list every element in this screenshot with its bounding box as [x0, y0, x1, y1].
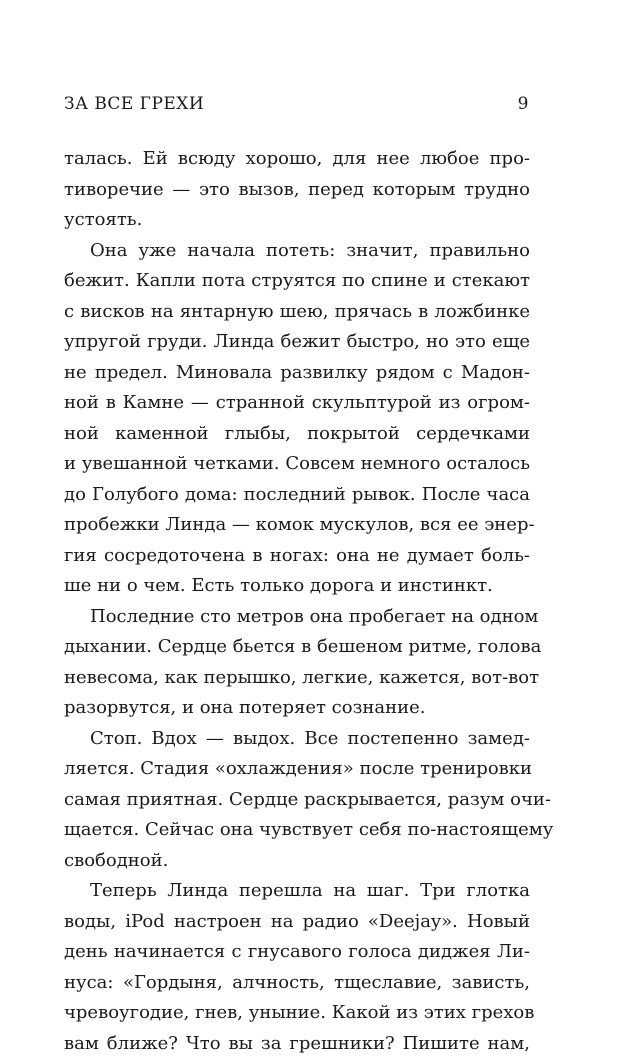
text-line: пробежки Линда — комок мускулов, вся ее энер- [64, 510, 530, 541]
paragraph [64, 236, 530, 602]
paragraph [64, 876, 530, 1059]
text-line: чревоугодие, гнев, уныние. Какой из этих грехов [64, 998, 530, 1029]
text-line: дыхании. Сердце бьется в бешеном ритме, голова [64, 632, 530, 663]
text-line: тиворечие — это вызов, перед которым трудно [64, 175, 530, 206]
text-line: свободной. [64, 846, 530, 877]
text-line: Стоп. Вдох — выдох. Все постепенно замед- [64, 724, 530, 755]
page-number: 9 [518, 92, 529, 116]
text-line: ной каменной глыбы, покрытой сердечками [64, 419, 530, 450]
text-line: талась. Ей всюду хорошо, для нее любое про- [64, 144, 530, 175]
paragraph-continuation [64, 144, 530, 236]
text-line: Последние сто метров она пробегает на одном [64, 602, 530, 633]
text-line: разорвутся, и она потеряет сознание. [64, 693, 530, 724]
text-line: самая приятная. Сердце раскрывается, разум очи- [64, 785, 530, 816]
text-line: не предел. Миновала развилку рядом с Мадон- [64, 358, 530, 389]
paragraph [64, 724, 530, 877]
text-line: нуса: «Гордыня, алчность, тщеславие, зависть, [64, 968, 530, 999]
text-line: вам ближе? Что вы за грешники? Пишите нам, [64, 1029, 530, 1059]
text-line: и увешанной четками. Совсем немного осталось [64, 449, 530, 480]
text-line: гия сосредоточена в ногах: она не думает боль- [64, 541, 530, 572]
text-line: упругой груди. Линда бежит быстро, но это еще [64, 327, 530, 358]
body-text [64, 144, 530, 1059]
text-line: Она уже начала потеть: значит, правильно [64, 236, 530, 267]
text-line: ше ни о чем. Есть только дорога и инстинкт. [64, 571, 530, 602]
text-line: ной в Камне — странной скульптурой из огром- [64, 388, 530, 419]
text-line: устоять. [64, 205, 530, 236]
text-line: невесома, как перышко, легкие, кажется, вот-вот [64, 663, 530, 694]
text-line: щается. Сейчас она чувствует себя по-настоящему [64, 815, 530, 846]
text-line: с висков на янтарную шею, прячась в ложбинке [64, 297, 530, 328]
text-line: ляется. Стадия «охлаждения» после тренировки [64, 754, 530, 785]
text-line: день начинается с гнусавого голоса диджея Ли- [64, 937, 530, 968]
running-title: ЗА ВСЕ ГРЕХИ [64, 92, 204, 116]
text-line: до Голубого дома: последний рывок. После часа [64, 480, 530, 511]
paragraph [64, 602, 530, 724]
text-line: Теперь Линда перешла на шаг. Три глотка [64, 876, 530, 907]
text-line: воды, iPod настроен на радио «Deejay». Новый [64, 907, 530, 938]
running-head [64, 92, 529, 116]
text-line: бежит. Капли пота струятся по спине и стекают [64, 266, 530, 297]
